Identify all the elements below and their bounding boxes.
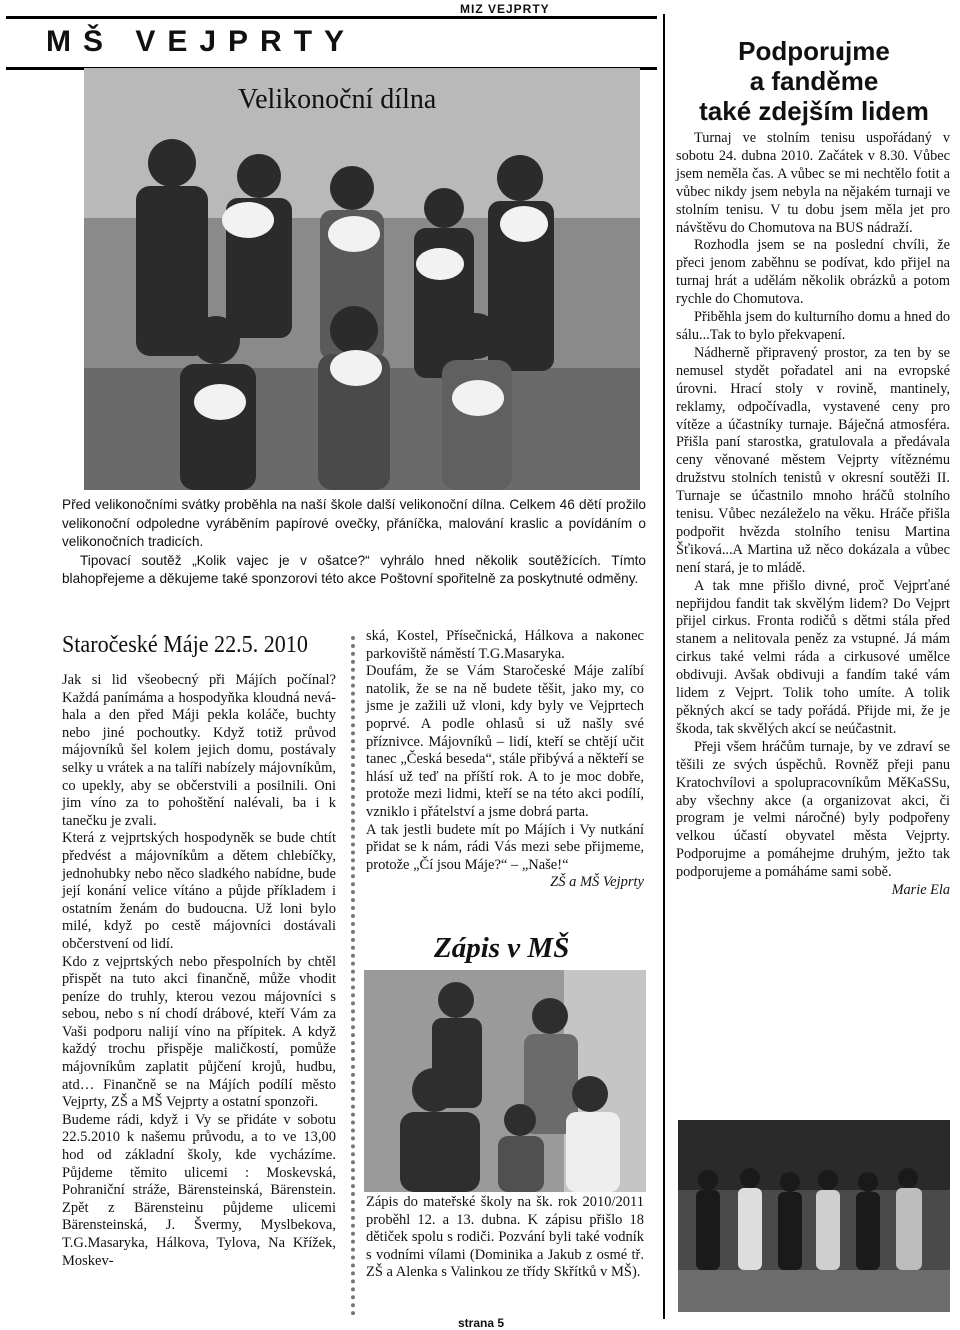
easter-workshop-photo	[84, 68, 640, 490]
column-divider	[663, 14, 665, 1319]
table-tennis-text	[676, 130, 950, 900]
easter-paragraph: Tipovací soutěž „Kolik vajec je v ošatce?“ vyhrálo hned několik soutěžících. Tímto blahopřejeme a děkujeme také sponzorovi této akce Poštovní spořitelně za poskytnuté odměny.	[62, 552, 646, 587]
tennis-paragraph: Přeji všem hráčům turnaje, by ve zdraví se těšili ze svých úspěchů. Rovněž přeji panu Kratochvílovi a spolupracovníkům MěKaSSu, aby všechny akce (a organizovat akci, či program je velmi náročné) byly podpořeny velkou účastí obyvatel města Vejprty. Podporujme a pomáhejme druhým, ježto tak podporujeme a pomáháme sami sobě.	[676, 738, 950, 881]
may-paragraph: Kdo z vejprtských nebo přespolních by chtěl přispět na tuto akci finančně, může vhodit peníze do truhly, kterou vezou májovníci s sebou, nebo s ní chodí drábové, kteří Vám za Vaši podporu nalijí víno na přípitek. A když každý trochu přispěje maličkostí, pomůže májovníkům zaplatit půjčení krojů, hudbu, atd… Finančně se na Májích podílí město Vejprty, ZŠ a MŠ Vejprty a ostatní sponzoři.	[62, 953, 336, 1111]
may-festival-left-column	[62, 672, 336, 1270]
dotted-column-divider	[351, 636, 355, 1316]
may-paragraph: Budeme rádi, když i Vy se přidáte v sobotu 22.5.2010 k našemu průvodu, a to ve 13,00 hod od základní školy, kde vycházíme. Půjdeme těmito ulicemi : Moskevská, Pohraniční stráže, Bärensteinská, Bärenstein. Zpět z Bärensteinu půjdeme ulicemi Bärensteinská, J. Švermy, Myslbekova, T.G.Masaryka, Hálkova, Tylova, Na Křížek, Moskev-	[62, 1111, 336, 1269]
tennis-signature: Marie Ela	[891, 882, 950, 899]
tennis-paragraph: Turnaj ve stolním tenisu uspořádaný v sobotu 24. dubna 2010. Začátek v 8.30. Vůbec jsem neměla čas. A vůbec se mi nechtělo fotit a vůbec nikdy jsem nebyla na nějakém turnaji ve stolním tenisu. V tu dobu jsem měla jet pro návštěvu do Chomutova na BUS nádraží.	[676, 130, 950, 236]
easter-paragraph: Před velikonočními svátky proběhla na naší škole další velikonoční dílna. Celkem 46 dětí prožilo velikonoční odpoledne vyráběním papírové ovečky, přáníčka, malování kraslic a povídáním o velikonočních tradicích.	[62, 497, 646, 550]
tennis-paragraph: Rozhodla jsem se na poslední chvíli, že přeci jenom zaběhnu se podívat, kdo přijel na turnaj hrát a udělám několik obrázků a potom rychle do Chomutova.	[676, 237, 950, 308]
may-paragraph: Která z vejprtských hospodyněk se bude chtít předvést a májovníkům a dětem chlebíčky, jednohubky nebo něco sladkého nabídne, bude její konání velice vítáno a půjde příkladem i ostatním ženám do budoucna. Už loni bylo milé, když po cestě májovníci dostávali občerstvení od lidí.	[62, 830, 336, 952]
enrollment-title: Zápis v MŠ	[434, 932, 570, 964]
enrollment-text	[366, 1194, 644, 1282]
may-signature: ZŠ a MŠ Vejprty	[550, 874, 644, 891]
table-tennis-photo	[678, 1120, 950, 1312]
enrollment-paragraph: Zápis do mateřské školy na šk. rok 2010/2011 proběhl 12. a 13. dubna. K zápisu přišlo 18 dětiček spolu s rodiči. Pozvání byli také vodník s vodními vílami (Dominika a Jakub z osmé tř. ZŠ a Alenka s Valinkou ze třídy Skřítků v MŠ).	[366, 1194, 644, 1281]
may-festival-title: Staročeské Máje 22.5. 2010	[62, 632, 308, 658]
running-head: MIZ VEJPRTY	[460, 2, 550, 16]
tennis-paragraph: Přiběhla jsem do kulturního domu a hned do sálu...Tak to bylo překvapení.	[676, 309, 950, 343]
tennis-paragraph: Nádherně připravený prostor, za ten by se nemusel stydět pořadatel ani na evropské úrovni. Hrací stoly v rovině, mantinely, reklamy, odpočívadla, vystavené ceny pro vítěze a účastníky turnaje. Báječná atmosféra. Přišla paní starostka, gratulovala a předávala ceny věnované městem Vejprty vítěznému družstvu stolních tenistů v okresní soutěži II. Turnaje se účastnilo mnoho hráčů stolního tenisu. Vůbec nezáleželo na věku. Hráče přišla podpořit hvězda stolního tenisu Martina Šťiková...A Martina už něco dokázala a vůbec není stará, je to mládě.	[676, 344, 950, 576]
title-line: také zdejším lidem	[699, 96, 929, 126]
may-festival-right-column	[366, 628, 644, 892]
may-paragraph: Jak si lid všeobecný při Májích počínal? Každá panímáma a hospodyňka kloudná nevá-hala a den před Máji pekla koláče, buchty nebo jiné pochoutky. Když totiž průvod májovníků šel kolem jejich domu, postávaly selky u vrátek a na talíři nabízely májovníkům, co upekly, aby se občerstvili a posilnili. Oni jim víno za to pohoštění nalévali, ba i k tanečku je zvali.	[62, 672, 336, 829]
enrollment-photo	[364, 970, 646, 1192]
easter-workshop-title: Velikonoční dílna	[238, 84, 437, 115]
title-line: Podporujme	[738, 36, 890, 66]
may-paragraph: ská, Kostel, Přísečnická, Hálkova a nakonec parkoviště náměstí T.G.Masaryka.	[366, 628, 644, 662]
easter-workshop-text	[62, 496, 646, 589]
masthead-title: MŠ VEJPRTY	[46, 25, 357, 58]
page-number: strana 5	[458, 1316, 505, 1330]
tennis-paragraph: A tak mne přišlo divné, proč Vejprťané nepřijdou fandit tak skvělým lidem? Do Vejprt přijel cirkus. Fronta rodičů s dětmi stála před stanem a nelitovala peněz za vstupné. Já mám cirkus také velmi ráda a cirkusové umělce obdivuji. Avšak obdivuji a fandím také vám lidem z Vejprt. Tolik toho umíte. A tolik pěkných akcí se tady pořádá. Přijde mi, že je škoda, tak skvělých akcí se neúčastnit.	[676, 577, 950, 737]
masthead	[6, 16, 657, 70]
title-line: a fanděme	[749, 66, 879, 96]
may-paragraph: A tak jestli budete mít po Májích i Vy nutkání přidat se k nám, rádi Vás mezi sebe přijmeme, protože „Čí jsou Máje?“ – „Naše!“	[366, 821, 644, 873]
table-tennis-title	[676, 36, 952, 126]
may-paragraph: Doufám, že se Vám Staročeské Máje zalíbí natolik, že se na ně budete těšit, jako my, co jsme je zažili už vloni, kdy byly ve Vejprtech poprvé. A podle ohlasů si už našly své příznivce. Májovníků – lidí, kteří se chtějí učit tanec „Česká beseda“, stále přibývá a někteří se hlásí už teď na příští rok. A to je moc dobře, protože mezi lidmi, kteří se na této akci podílí, vzniklo i přátelství a jsme dobrá parta.	[366, 663, 644, 820]
